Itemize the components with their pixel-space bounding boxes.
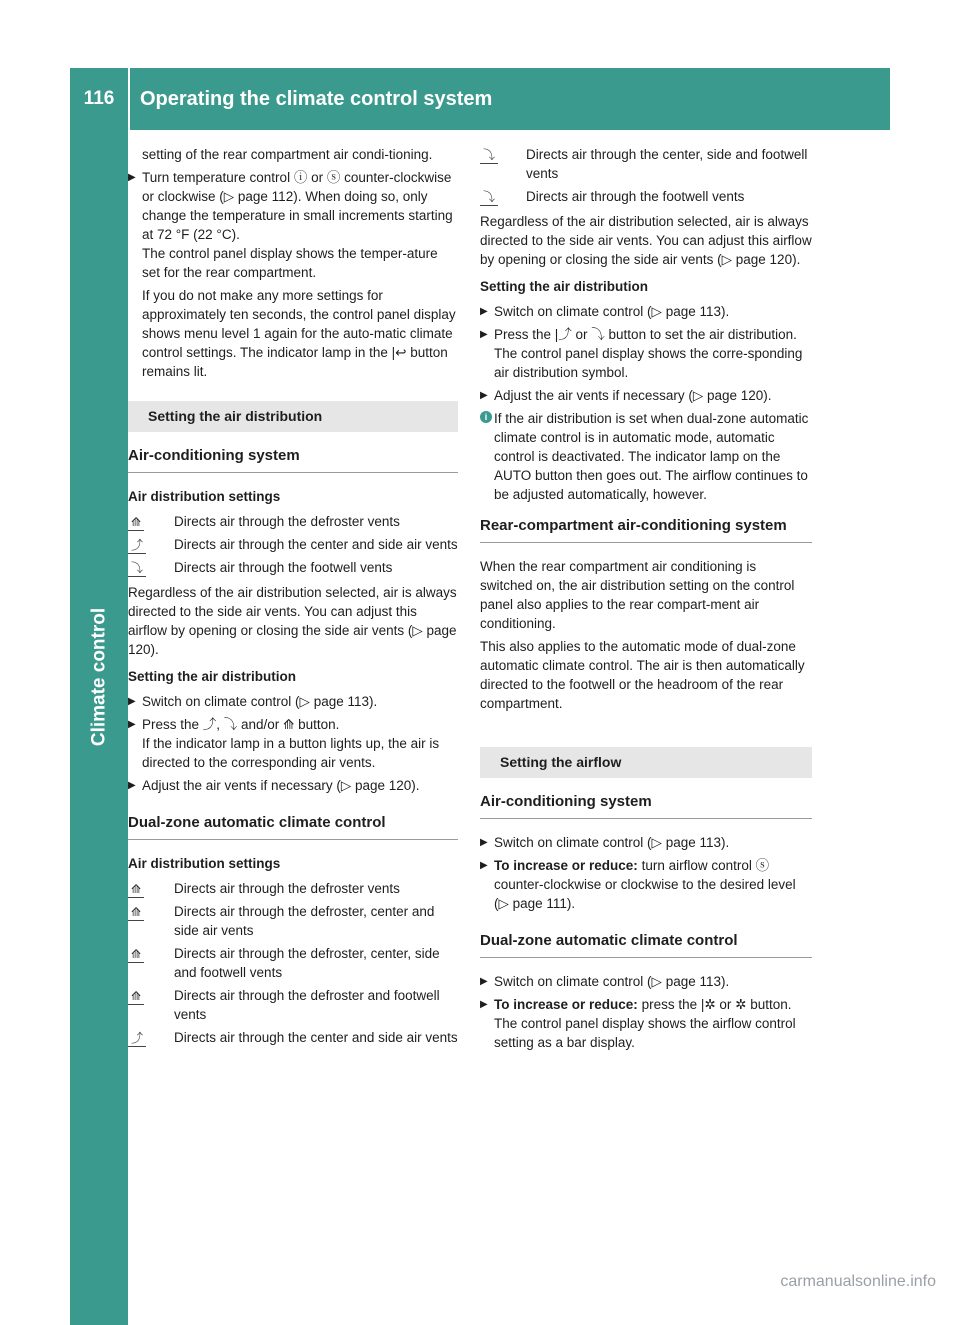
step-arrow-icon: ▶ (480, 837, 488, 848)
step-arrow-icon: ▶ (480, 306, 488, 317)
list-item: ⤵ Directs air through the center, side and footwell vents (480, 145, 812, 183)
center-vent-icon: ⤴ (128, 538, 146, 554)
heading-dual-zone-2: Dual-zone automatic climate control (480, 931, 812, 958)
section-heading-airflow: Setting the airflow (480, 747, 812, 778)
step: ▶ Press the |⤴ or ⤵ button to set the air distribution. The control panel display shows the corre-sponding air distribution symbol. (480, 325, 812, 382)
ac-distribution-list (128, 512, 458, 577)
step: ▶ Press the ⤴, ⤵ and/or ⟰ button. If the indicator lamp in a button lights up, the air is directed to the corresponding air vents. (128, 715, 458, 772)
step-arrow-icon: ▶ (128, 696, 136, 707)
center-footwell-icon: ⤵ (480, 148, 498, 164)
footwell-icon: ⤵ (480, 190, 498, 206)
step-arrow-icon: ▶ (480, 999, 488, 1010)
left-column (128, 145, 458, 1053)
info-icon: i (480, 411, 492, 423)
defroster-icon: ⟰ (128, 515, 144, 531)
list-item: ⟰ Directs air through the defroster and footwell vents (128, 986, 458, 1024)
ac-regardless-text: Regardless of the air distribution selected, air is always directed to the side air vents. You can adjust this airflow by opening or closing the side air vents (▷ page 120). (128, 585, 457, 657)
dual-distribution-list (128, 879, 458, 1047)
step-arrow-icon: ▶ (480, 390, 488, 401)
rear-paragraph-2: This also applies to the automatic mode of dual-zone automatic climate control. The air is then automatically directed to the footwell or the headroom of the rear compartment. (480, 639, 805, 711)
right-column (480, 145, 812, 1056)
step: ▶ Switch on climate control (▷ page 113). (480, 304, 730, 319)
step-result: The control panel display shows the airflow control setting as a bar display. (494, 1016, 796, 1050)
list-item: ⟰ Directs air through the defroster vents (128, 512, 458, 531)
footwell-icon: ⤵ (128, 561, 146, 577)
step-arrow-icon: ▶ (480, 860, 488, 871)
step: ▶ To increase or reduce: turn airflow control ⓢ counter-clockwise or clockwise to the desired level (▷ page 111). (480, 858, 796, 911)
rear-paragraph-1: When the rear compartment air conditioning is switched on, the air distribution setting on the control panel also applies to the rear compart-ment air conditioning. (480, 559, 795, 631)
defroster-footwell-icon: ⟰ (128, 989, 144, 1005)
subheading-setting-air-distribution: Setting the air distribution (480, 279, 648, 294)
step: ▶ To increase or reduce: press the |✲ or ✲ button. The control panel display shows the airflow control setting as a bar display. (480, 995, 812, 1052)
heading-ac-system: Air-conditioning system (128, 446, 458, 473)
info-note: i If the air distribution is set when dual-zone automatic climate control is in automatic mode, automatic control is deactivated. The indicator lamp on the AUTO button then goes out. The airflow continues to be adjusted automatically, however. (480, 409, 812, 504)
subheading-setting-air-distribution: Setting the air distribution (128, 669, 296, 684)
step: ▶ Switch on climate control (▷ page 113). (480, 974, 730, 989)
list-item: ⤵ Directs air through the footwell vents (480, 187, 812, 206)
list-item: ⟰ Directs air through the defroster, center, side and footwell vents (128, 944, 458, 982)
step-temperature: ▶ Turn temperature control ⓘ or ⓢ counter-clockwise or clockwise (▷ page 112). When doing so, only change the temperature in small increments starting at 72 °F (22 °C). The control panel display shows the temper-ature set for the rear compartment. (128, 168, 458, 282)
watermark: carmanualsonline.info (780, 1273, 936, 1290)
header-separator (128, 68, 130, 130)
list-item: ⤴ Directs air through the center and side air vents (128, 1028, 458, 1047)
center-vent-icon: ⤴ (128, 1031, 146, 1047)
defroster-center-icon: ⟰ (128, 905, 144, 921)
note-menu-level: If you do not make any more settings for approximately ten seconds, the control panel display shows menu level 1 again for the auto-matic climate control settings. The indicator lamp in the |↩ button remains lit. (142, 288, 456, 379)
defroster-icon: ⟰ (128, 882, 144, 898)
list-item: ⤴ Directs air through the center and side air vents (128, 535, 458, 554)
step-result: The control panel display shows the corre-sponding air distribution symbol. (494, 346, 803, 380)
dual-distribution-list-cont (480, 145, 812, 206)
step-arrow-icon: ▶ (128, 172, 136, 183)
page-number: 116 (83, 88, 115, 109)
step-arrow-icon: ▶ (480, 329, 488, 340)
step-result: The control panel display shows the temper-ature set for the rear compartment. (142, 246, 438, 280)
step-result: If the indicator lamp in a button lights up, the air is directed to the corresponding air vents. (142, 736, 440, 770)
step: ▶ Switch on climate control (▷ page 113). (480, 835, 730, 850)
step: ▶ Adjust the air vents if necessary (▷ page 120). (128, 778, 420, 793)
subheading-dual-air-distribution-settings: Air distribution settings (128, 856, 281, 871)
subheading-air-distribution-settings: Air distribution settings (128, 489, 281, 504)
list-item: ⟰ Directs air through the defroster, center and side air vents (128, 902, 458, 940)
section-heading-air-distribution: Setting the air distribution (128, 401, 458, 432)
heading-ac-system-2: Air-conditioning system (480, 792, 812, 819)
list-item: ⟰ Directs air through the defroster vents (128, 879, 458, 898)
step-arrow-icon: ▶ (128, 780, 136, 791)
step-arrow-icon: ▶ (128, 719, 136, 730)
list-item: ⤵ Directs air through the footwell vents (128, 558, 458, 577)
intro-continuation: setting of the rear compartment air condi-tioning. (142, 147, 433, 162)
step-arrow-icon: ▶ (480, 976, 488, 987)
dual-regardless-text: Regardless of the air distribution selected, air is always directed to the side air vents. You can adjust this airflow by opening or closing the side air vents (▷ page 120). (480, 214, 812, 267)
page-title: Operating the climate control system (140, 88, 493, 110)
side-tab-label: Climate control (88, 607, 110, 747)
step: ▶ Switch on climate control (▷ page 113). (128, 694, 378, 709)
heading-rear-compartment: Rear-compartment air-conditioning system (480, 516, 812, 543)
defroster-all-icon: ⟰ (128, 947, 144, 963)
step: ▶ Adjust the air vents if necessary (▷ page 120). (480, 388, 772, 403)
heading-dual-zone: Dual-zone automatic climate control (128, 813, 458, 840)
